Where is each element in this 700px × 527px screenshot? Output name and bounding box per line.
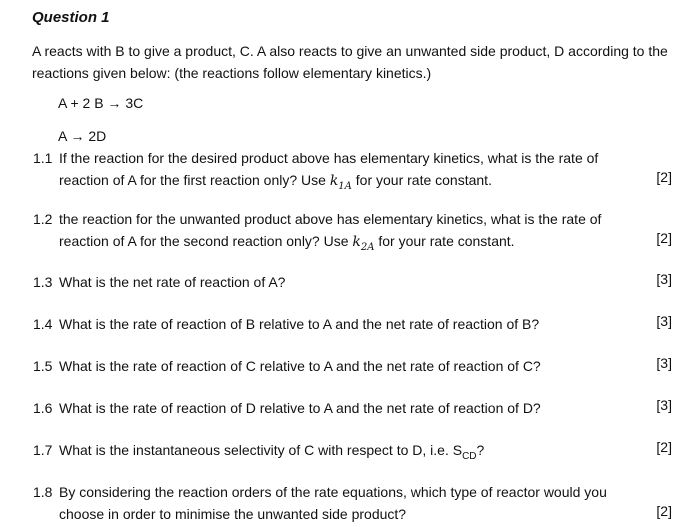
question-text: What is the rate of reaction of D relative to A and the net rate of reaction of D? <box>59 400 541 416</box>
question-1-2 <box>33 208 633 259</box>
marks-1-7: [2] <box>656 439 672 455</box>
marks-1-8: [2] <box>656 503 672 519</box>
question-number: 1.4 <box>33 316 53 332</box>
question-number: 1.7 <box>33 442 53 458</box>
question-number: 1.8 <box>33 484 53 500</box>
question-text: What is the rate of reaction of B relative to A and the net rate of reaction of B? <box>59 316 540 332</box>
question-number: 1.1 <box>33 150 53 166</box>
question-number: 1.3 <box>33 274 53 290</box>
question-1-7 <box>33 439 633 468</box>
marks-1-1: [2] <box>656 169 672 185</box>
rate-constant-symbol: $k_{1A}$ <box>329 173 352 192</box>
question-1-4 <box>33 313 633 335</box>
question-text: What is the net rate of reaction of A? <box>59 274 286 290</box>
question-intro: A reacts with B to give a product, C. A also reacts to give an unwanted side product, D according to the reactions given below: (the reactions follow elementary kinetics.) <box>32 43 668 81</box>
question-1-6 <box>33 397 633 419</box>
question-1-8 <box>33 481 633 525</box>
question-1-5 <box>33 355 633 377</box>
question-number: 1.5 <box>33 358 53 374</box>
question-text: What is the rate of reaction of C relative to A and the net rate of reaction of C? <box>59 358 541 374</box>
question-number: 1.2 <box>33 211 53 227</box>
marks-1-3: [3] <box>656 271 672 287</box>
question-1-1 <box>33 147 633 198</box>
marks-1-6: [3] <box>656 397 672 413</box>
marks-1-4: [3] <box>656 313 672 329</box>
question-text: the reaction for the unwanted product above has elementary kinetics, what is the rate of reaction of A for the second reaction only? Use $k_{2A}$ for your rate constant. <box>59 211 602 253</box>
question-title: Question 1 <box>32 9 110 26</box>
question-1-3 <box>33 271 633 293</box>
question-number: 1.6 <box>33 400 53 416</box>
marks-1-2: [2] <box>656 230 672 246</box>
question-text: What is the instantaneous selectivity of C with respect to D, i.e. $S_{CD}$? <box>59 442 485 462</box>
rate-constant-symbol: $k_{2A}$ <box>352 234 375 253</box>
question-text: By considering the reaction orders of the rate equations, which type of reactor would you choose in order to minimise the unwanted side product? <box>59 484 607 522</box>
marks-1-5: [3] <box>656 355 672 371</box>
reaction-1: A + 2 B → 3C <box>58 95 144 111</box>
question-text: If the reaction for the desired product above has elementary kinetics, what is the rate of reaction of A for the first reaction only? Use $k_{1A}$ for your rate constant. <box>59 150 599 192</box>
reaction-2: A → 2D <box>58 128 107 144</box>
